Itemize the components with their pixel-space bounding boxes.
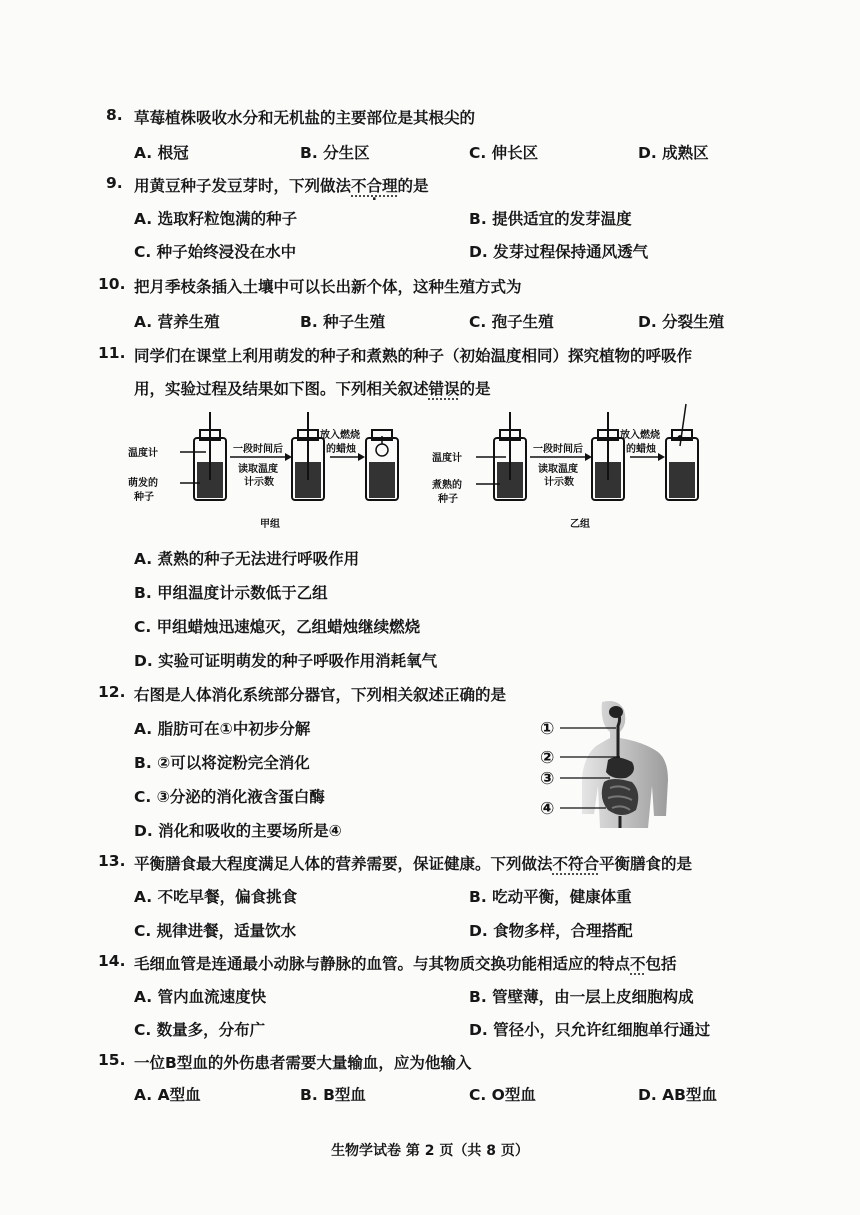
group-b-arrow1-bottom-2: 计示数 xyxy=(544,477,574,488)
group-b-seed-label-2: 种子 xyxy=(438,494,458,505)
q12-option-a: A. 脂肪可在①中初步分解 xyxy=(134,720,311,738)
group-b-thermometer-label: 温度计 xyxy=(432,453,462,464)
group-a-seed-label-1: 萌发的 xyxy=(128,478,158,489)
q15-option-c: C. O型血 xyxy=(469,1086,536,1104)
q13-stem: 平衡膳食最大程度满足人体的营养需要，保证健康。下列做法不符合平衡膳食的是 xyxy=(134,855,693,873)
q14-number: 14. xyxy=(98,952,126,970)
q9-stem: 用黄豆种子发豆芽时，下列做法不合理的是 xyxy=(134,177,429,195)
q10-option-a: A. 营养生殖 xyxy=(134,313,220,331)
group-b-arrow2-top-2: 的蜡烛 xyxy=(626,444,656,455)
q8-stem: 草莓植株吸收水分和无机盐的主要部位是其根尖的 xyxy=(134,109,476,127)
q12-number: 12. xyxy=(98,683,126,701)
q12-option-b: B. ②可以将淀粉完全消化 xyxy=(134,754,310,772)
q13-option-a: A. 不吃早餐，偏食挑食 xyxy=(134,888,298,906)
group-a-arrow1-top: 一段时间后 xyxy=(233,444,283,455)
group-a-arrow1-bottom-1: 读取温度 xyxy=(238,464,278,475)
q12-option-c: C. ③分泌的消化液含蛋白酶 xyxy=(134,788,325,806)
q13-option-d: D. 食物多样，合理搭配 xyxy=(469,922,633,940)
q8-option-c: C. 伸长区 xyxy=(469,144,539,162)
q10-option-c: C. 孢子生殖 xyxy=(469,313,554,331)
q11-option-a: A. 煮熟的种子无法进行呼吸作用 xyxy=(134,550,360,568)
q10-number: 10. xyxy=(98,275,126,293)
q10-option-d: D. 分裂生殖 xyxy=(638,313,725,331)
group-b-diagram xyxy=(432,404,698,530)
group-a-diagram xyxy=(128,412,398,530)
organ-label-4: ④ xyxy=(540,799,555,819)
q9-emphasis: 不合理 xyxy=(351,177,398,195)
q13-option-b: B. 吃动平衡，健康体重 xyxy=(469,888,632,906)
group-a-arrow2-top-2: 的蜡烛 xyxy=(326,444,356,455)
q15-option-b: B. B型血 xyxy=(300,1086,366,1104)
q11-stem-line2: 用，实验过程及结果如下图。下列相关叙述错误的是 xyxy=(134,380,491,398)
q13-number: 13. xyxy=(98,852,126,870)
q10-option-b: B. 种子生殖 xyxy=(300,313,386,331)
q10-stem: 把月季枝条插入土壤中可以长出新个体，这种生殖方式为 xyxy=(134,278,522,296)
q12-option-d: D. 消化和吸收的主要场所是④ xyxy=(134,822,342,840)
q9-number: 9. xyxy=(106,174,123,192)
group-b-arrow1-top: 一段时间后 xyxy=(533,444,583,455)
q15-option-d: D. AB型血 xyxy=(638,1086,717,1104)
q14-option-b: B. 管壁薄，由一层上皮细胞构成 xyxy=(469,988,694,1006)
q15-number: 15. xyxy=(98,1051,126,1069)
q11-option-b: B. 甲组温度计示数低于乙组 xyxy=(134,584,328,602)
q9-option-b: B. 提供适宜的发芽温度 xyxy=(469,210,632,228)
group-b-arrow2-top-1: 放入燃烧 xyxy=(620,430,660,441)
group-b-caption: 乙组 xyxy=(570,519,590,530)
group-a-arrow1-bottom-2: 计示数 xyxy=(244,477,274,488)
q12-stem: 右图是人体消化系统部分器官，下列相关叙述正确的是 xyxy=(134,686,507,704)
q11-experiment-figure xyxy=(120,400,720,535)
q9-option-c: C. 种子始终浸没在水中 xyxy=(134,243,297,261)
q8-option-d: D. 成熟区 xyxy=(638,144,709,162)
q14-option-d: D. 管径小，只允许红细胞单行通过 xyxy=(469,1021,711,1039)
group-a-thermometer-label: 温度计 xyxy=(128,448,158,459)
group-b-arrow1-bottom-1: 读取温度 xyxy=(538,464,578,475)
q9-option-a: A. 选取籽粒饱满的种子 xyxy=(134,210,298,228)
q11-option-c: C. 甲组蜡烛迅速熄灭，乙组蜡烛继续燃烧 xyxy=(134,618,421,636)
q11-option-d: D. 实验可证明萌发的种子呼吸作用消耗氧气 xyxy=(134,652,438,670)
group-a-arrow2-top-1: 放入燃烧 xyxy=(320,430,360,441)
group-b-seed-label-1: 煮熟的 xyxy=(432,480,462,491)
group-a-caption: 甲组 xyxy=(260,519,280,530)
q15-option-a: A. A型血 xyxy=(134,1086,201,1104)
q11-number: 11. xyxy=(98,344,126,362)
q11-emphasis: 错误 xyxy=(428,380,460,398)
organ-label-2: ② xyxy=(540,748,555,768)
q15-stem: 一位B型血的外伤患者需要大量输血，应为他输入 xyxy=(134,1054,472,1072)
q9-option-d: D. 发芽过程保持通风透气 xyxy=(469,243,649,261)
organ-label-1: ① xyxy=(540,719,555,739)
q8-number: 8. xyxy=(106,106,123,124)
page-footer: 生物学试卷 第 2 页（共 8 页） xyxy=(331,1143,529,1159)
q8-option-a: A. 根冠 xyxy=(134,144,189,162)
q13-option-c: C. 规律进餐，适量饮水 xyxy=(134,922,297,940)
q12-digestive-system-figure xyxy=(540,698,672,838)
q14-stem: 毛细血管是连通最小动脉与静脉的血管。与其物质交换功能相适应的特点不包括 xyxy=(134,955,677,973)
q14-emphasis: 不 xyxy=(630,955,646,973)
group-a-seed-label-2: 种子 xyxy=(134,492,154,503)
q14-option-c: C. 数量多，分布广 xyxy=(134,1021,266,1039)
organ-label-3: ③ xyxy=(540,769,555,789)
q13-emphasis: 不符合 xyxy=(552,855,600,873)
q14-option-a: A. 管内血流速度快 xyxy=(134,988,267,1006)
q8-option-b: B. 分生区 xyxy=(300,144,370,162)
q11-stem-line1: 同学们在课堂上利用萌发的种子和煮熟的种子（初始温度相同）探究植物的呼吸作 xyxy=(134,347,693,365)
